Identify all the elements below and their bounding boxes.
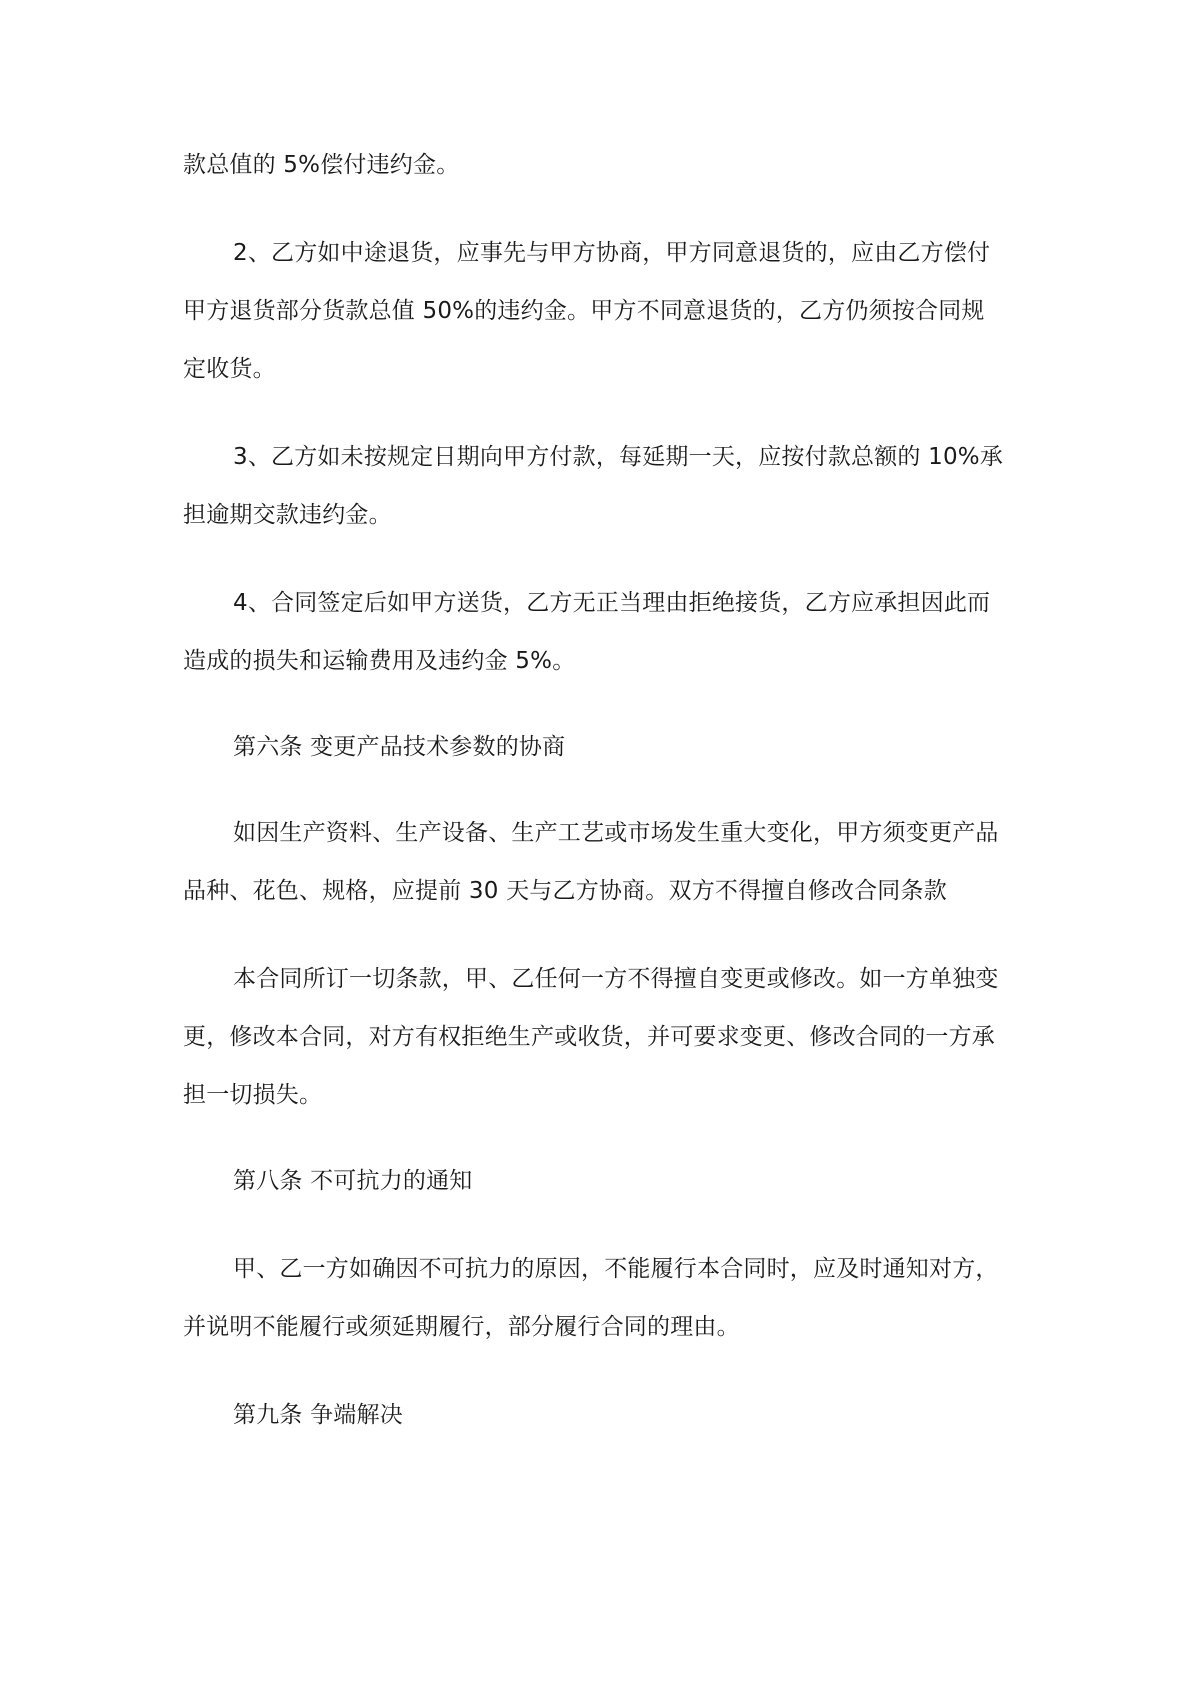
clause-item-4-line: 4、合同签定后如甲方送货，乙方无正当理由拒绝接货，乙方应承担因此而 <box>233 590 991 616</box>
section-heading-article-8: 第八条 不可抗力的通知 <box>233 1168 473 1194</box>
paragraph-line: 本合同所订一切条款，甲、乙任何一方不得擅自变更或修改。如一方单独变 <box>233 966 999 992</box>
paragraph-line: 甲、乙一方如确因不可抗力的原因，不能履行本合同时，应及时通知对方， <box>233 1256 999 1282</box>
body-text-line: 定收货。 <box>183 356 276 382</box>
clause-item-3-line: 3、乙方如未按规定日期向甲方付款，每延期一天，应按付款总额的 10%承 <box>233 444 1004 470</box>
body-text-line: 更，修改本合同，对方有权拒绝生产或收货，并可要求变更、修改合同的一方承 <box>183 1024 995 1050</box>
body-text-line: 款总值的 5%偿付违约金。 <box>183 152 460 178</box>
body-text-line: 甲方退货部分货款总值 50%的违约金。甲方不同意退货的，乙方仍须按合同规 <box>183 298 985 324</box>
paragraph-line: 如因生产资料、生产设备、生产工艺或市场发生重大变化，甲方须变更产品 <box>233 820 999 846</box>
section-heading-article-6: 第六条 变更产品技术参数的协商 <box>233 734 566 760</box>
body-text-line: 担逾期交款违约金。 <box>183 502 392 528</box>
section-heading-article-9: 第九条 争端解决 <box>233 1402 403 1428</box>
body-text-line: 品种、花色、规格，应提前 30 天与乙方协商。双方不得擅自修改合同条款 <box>183 878 947 904</box>
body-text-line: 造成的损失和运输费用及违约金 5%。 <box>183 648 576 674</box>
clause-item-2-line: 2、乙方如中途退货，应事先与甲方协商，甲方同意退货的，应由乙方偿付 <box>233 240 991 266</box>
body-text-line: 担一切损失。 <box>183 1082 323 1108</box>
body-text-line: 并说明不能履行或须延期履行，部分履行合同的理由。 <box>183 1314 740 1340</box>
